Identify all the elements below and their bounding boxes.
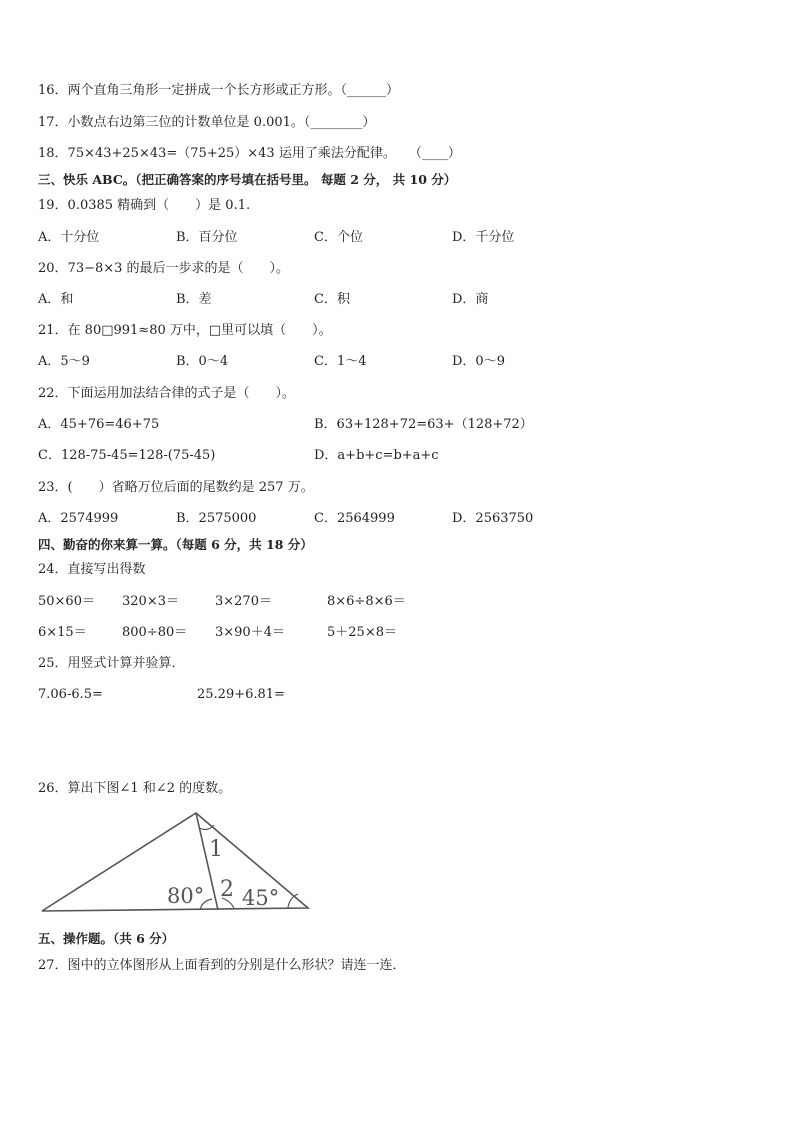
- q24-item: 8×6÷8×6＝: [327, 594, 406, 609]
- angle-2-label: 2: [220, 877, 234, 902]
- question-27: 27．图中的立体图形从上面看到的分别是什么形状？请连一连．: [38, 958, 406, 973]
- q22-option-c: C．128-75-45=128-(75-45): [38, 448, 216, 463]
- q19-option-d: D．千分位: [452, 230, 515, 245]
- q20-option-c: C．积: [314, 292, 350, 307]
- question-22-stem: 22．下面运用加法结合律的式子是（ ）。: [38, 386, 296, 401]
- section-5-heading: 五、操作题。（共 6 分）: [38, 931, 175, 946]
- question-23-stem: 23．( ）省略万位后面的尾数约是 257 万。: [38, 480, 314, 495]
- question-24-stem: 24．直接写出得数: [38, 562, 146, 577]
- question-21-stem: 21．在 80□991≈80 万中，□里可以填（ ）。: [38, 323, 332, 338]
- q19-option-b: B．百分位: [176, 230, 238, 245]
- q24-item: 320×3＝: [122, 594, 179, 609]
- question-26-stem: 26．算出下图∠1 和∠2 的度数。: [38, 781, 232, 796]
- q20-option-b: B．差: [176, 292, 212, 307]
- q23-option-d: D．2563750: [452, 511, 534, 526]
- q22-option-b: B．63+128+72=63+（128+72）: [314, 417, 533, 432]
- q24-item: 6×15＝: [38, 625, 87, 640]
- question-25-stem: 25．用竖式计算并验算．: [38, 656, 185, 671]
- q21-option-a: A．5～9: [38, 354, 90, 369]
- q19-option-a: A．十分位: [38, 230, 100, 245]
- question-19-stem: 19．0.0385 精确到（ ）是 0.1.: [38, 198, 251, 213]
- q24-item: 50×60＝: [38, 594, 95, 609]
- q22-option-a: A．45+76=46+75: [38, 417, 160, 432]
- q22-option-d: D．a+b+c=b+a+c: [314, 448, 439, 463]
- q25-item: 25.29+6.81=: [197, 687, 285, 702]
- q21-option-d: D．0～9: [452, 354, 505, 369]
- triangle-figure: [36, 806, 316, 918]
- q24-item: 3×270＝: [215, 594, 272, 609]
- question-20-stem: 20．73−8×3 的最后一步求的是（ ）。: [38, 261, 290, 276]
- question-16: 16．两个直角三角形一定拼成一个长方形或正方形。（______）: [38, 83, 400, 98]
- q23-option-a: A．2574999: [38, 511, 119, 526]
- q21-option-c: C．1～4: [314, 354, 367, 369]
- q23-option-c: C．2564999: [314, 511, 395, 526]
- q25-item: 7.06-6.5=: [38, 687, 103, 702]
- question-17: 17．小数点右边第三位的计数单位是 0.001。（________）: [38, 115, 376, 130]
- q21-option-b: B．0～4: [176, 354, 229, 369]
- question-18: 18．75×43+25×43=（75+25）×43 运用了乘法分配律。 （____）: [38, 146, 461, 161]
- q20-option-d: D．商: [452, 292, 489, 307]
- angle-45-label: 45°: [242, 886, 280, 910]
- q19-option-c: C．个位: [314, 230, 363, 245]
- q24-item: 800÷80＝: [122, 625, 188, 640]
- q20-option-a: A．和: [38, 292, 74, 307]
- q23-option-b: B．2575000: [176, 511, 257, 526]
- angle-1-label: 1: [209, 837, 223, 862]
- section-4-heading: 四、勤奋的你来算一算。（每题 6 分，共 18 分）: [38, 537, 313, 552]
- section-3-heading: 三、快乐 ABC。（把正确答案的序号填在括号里。 每题 2 分， 共 10 分）: [38, 172, 457, 187]
- q24-item: 3×90＋4＝: [215, 625, 285, 640]
- q24-item: 5＋25×8＝: [327, 625, 397, 640]
- angle-80-label: 80°: [167, 884, 205, 908]
